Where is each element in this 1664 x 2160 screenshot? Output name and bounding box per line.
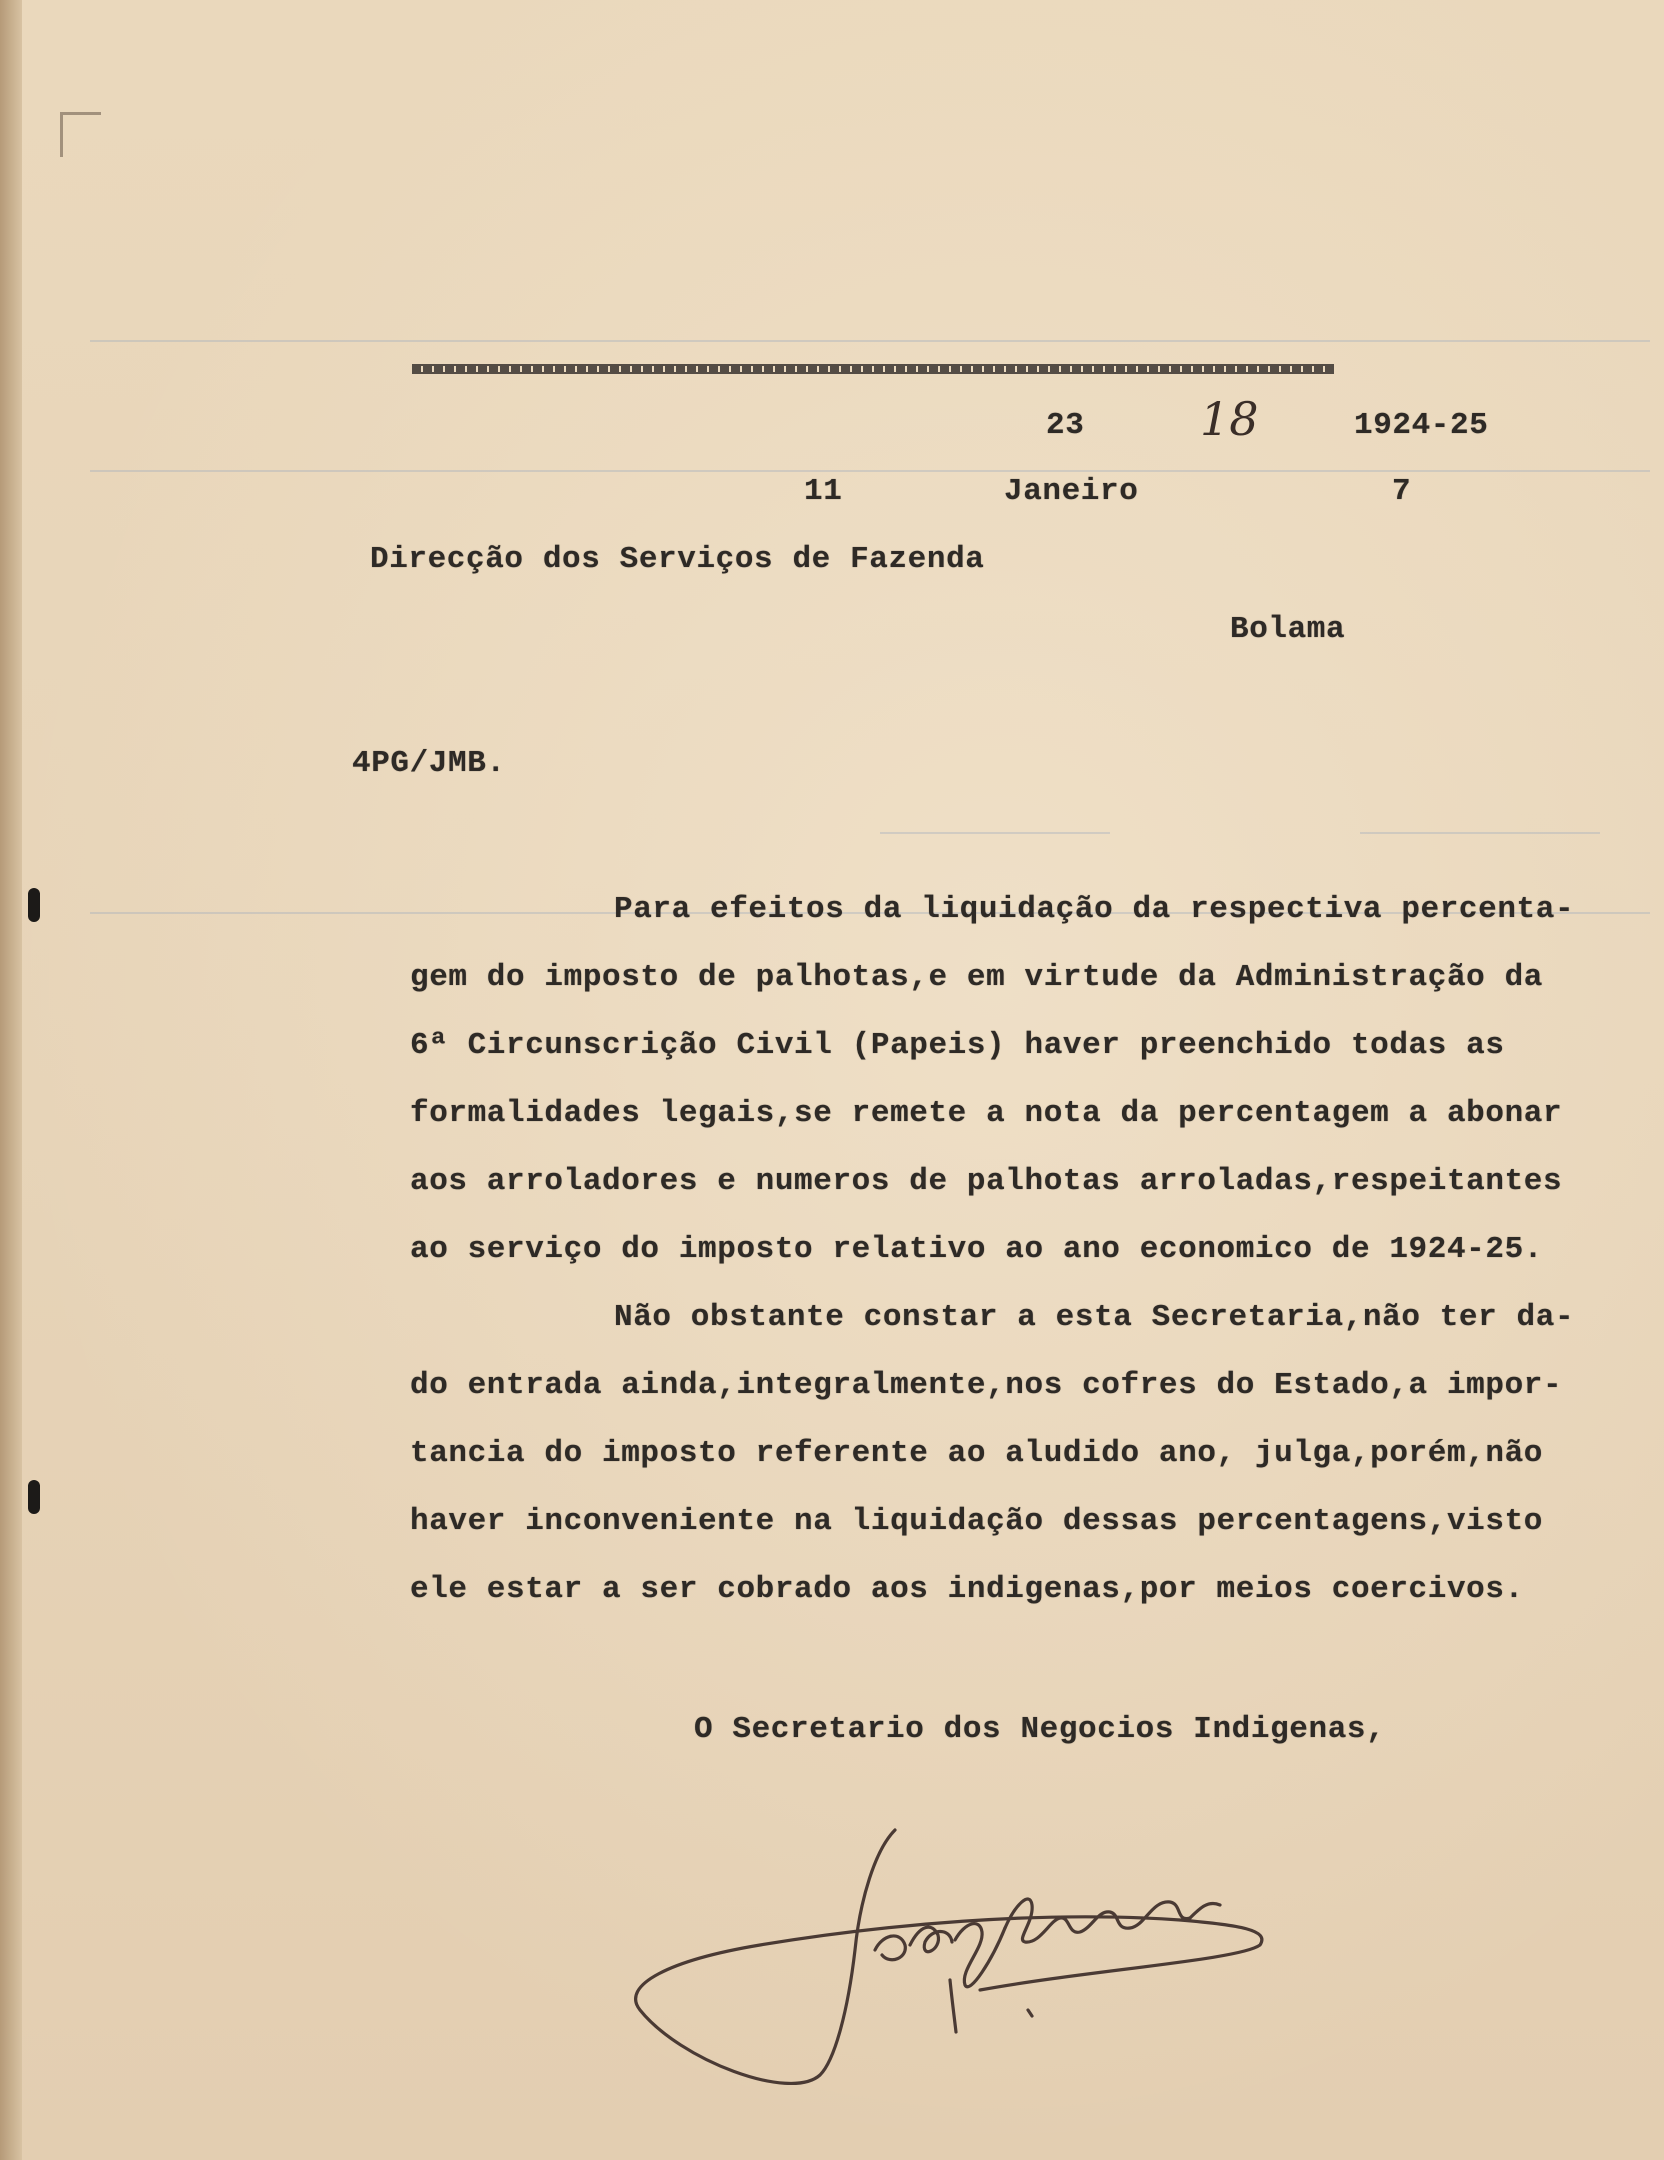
bleed-through-line (1360, 832, 1600, 834)
ref-number: 23 (1046, 408, 1085, 443)
body-line: tancia do imposto referente ao aludido ano, julga,porém,não (410, 1436, 1543, 1471)
body-line: 6ª Circunscrição Civil (Papeis) haver preenchido todas as (410, 1028, 1505, 1063)
punch-hole (28, 1480, 40, 1514)
bleed-through-line (90, 340, 1650, 342)
separator-rule (412, 364, 1334, 374)
punch-hole (28, 888, 40, 922)
date-year-digit: 7 (1392, 474, 1412, 509)
signature (620, 1810, 1300, 2110)
page-edge (0, 0, 22, 2160)
recipient-location: Bolama (1230, 612, 1346, 647)
recipient-name: Direcção dos Serviços de Fazenda (370, 542, 985, 577)
body-line: Não obstante constar a esta Secretaria,não ter da- (614, 1300, 1575, 1335)
fiscal-year: 1924-25 (1354, 408, 1489, 443)
body-line: haver inconveniente na liquidação dessas percentagens,visto (410, 1504, 1543, 1539)
date-month: Janeiro (1004, 474, 1139, 509)
body-line: formalidades legais,se remete a nota da percentagem a abonar (410, 1096, 1563, 1131)
body-line: aos arroladores e numeros de palhotas arroladas,respeitantes (410, 1164, 1563, 1199)
closing-line: O Secretario dos Negocios Indigenas, (694, 1712, 1386, 1747)
corner-mark (60, 112, 101, 157)
body-line: ao serviço do imposto relativo ao ano economico de 1924-25. (410, 1232, 1543, 1267)
body-line: ele estar a ser cobrado aos indigenas,por meios coercivos. (410, 1572, 1524, 1607)
body-line: Para efeitos da liquidação da respectiva percenta- (614, 892, 1575, 927)
bleed-through-line (880, 832, 1110, 834)
body-line: do entrada ainda,integralmente,nos cofres do Estado,a impor- (410, 1368, 1563, 1403)
body-line: gem do imposto de palhotas,e em virtude da Administração da (410, 960, 1543, 995)
bleed-through-line (90, 470, 1650, 472)
reference-code: 4PG/JMB. (352, 746, 506, 781)
date-day: 11 (804, 474, 843, 509)
handwritten-ref: 18 (1200, 392, 1259, 446)
